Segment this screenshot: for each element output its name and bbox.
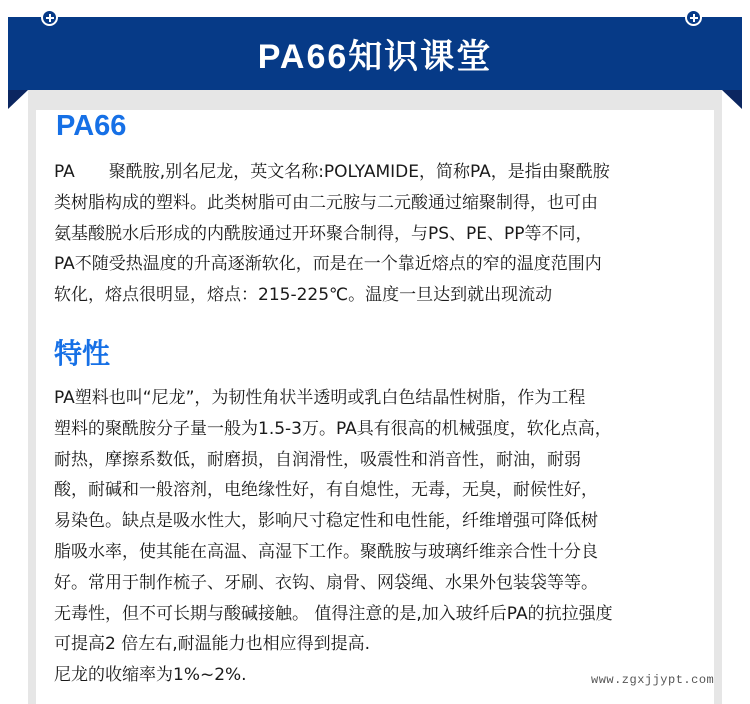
text-line: 好。常用于制作梳子、牙刷、衣钩、扇骨、网袋绳、水果外包装袋等等。: [54, 572, 598, 593]
text-line: 尼龙的收缩率为1%~2%.: [54, 665, 247, 686]
text-line: 易染色。缺点是吸水性大，影响尺寸稳定性和电性能，纤维增强可降低树: [54, 511, 598, 532]
banner-fold-right: [722, 90, 742, 109]
text-line: PA塑料也叫“尼龙”，为韧性角状半透明或乳白色结晶性树脂，作为工程: [54, 388, 586, 408]
page-title: PA66知识课堂: [257, 38, 493, 76]
watermark: www.zgxjjypt.com: [591, 673, 715, 687]
title-banner: [8, 17, 742, 90]
text-line: 可提高2 倍左右,耐温能力也相应得到提高.: [54, 634, 371, 655]
text-line: 类树脂构成的塑料。此类树脂可由二元胺与二元酸通过缩聚制得，也可由: [54, 192, 598, 213]
text-line: 脂吸水率，使其能在高温、高湿下工作。聚酰胺与玻璃纤维亲合性十分良: [54, 541, 598, 562]
text-line: 氨基酸脱水后形成的内酰胺通过开环聚合制得，与PS、PE、PP等不同，: [54, 223, 593, 244]
section-body-properties: [54, 383, 714, 691]
section-heading-pa66: PA66: [56, 110, 127, 142]
section-body-pa66: [54, 157, 714, 311]
plus-circle-icon: [41, 9, 58, 26]
text-line: 耐热，摩擦系数低，耐磨损，自润滑性，吸震性和消音性，耐油，耐弱: [54, 449, 581, 470]
banner-fold-left: [8, 90, 28, 109]
text-line: PA不随受热温度的升高逐渐软化，而是在一个靠近熔点的窄的温度范围内: [54, 254, 602, 275]
content-card: [28, 90, 722, 704]
plus-circle-icon: [685, 9, 702, 26]
text-line: 酸，耐碱和一般溶剂，电绝缘性好，有自熄性，无毒，无臭，耐候性好，: [54, 480, 598, 501]
section-heading-properties: 特性: [54, 338, 111, 369]
text-line: 无毒性，但不可长期与酸碱接触。 值得注意的是,加入玻纤后PA的抗拉强度: [54, 603, 613, 624]
text-line: PA 聚酰胺,别名尼龙，英文名称:POLYAMIDE，简称PA，是指由聚酰胺: [54, 162, 610, 182]
content-panel: [36, 110, 714, 704]
text-line: 软化，熔点很明显，熔点：215-225℃。温度一旦达到就出现流动: [54, 285, 553, 306]
text-line: 塑料的聚酰胺分子量一般为1.5-3万。PA具有很高的机械强度，软化点高，: [54, 418, 612, 439]
